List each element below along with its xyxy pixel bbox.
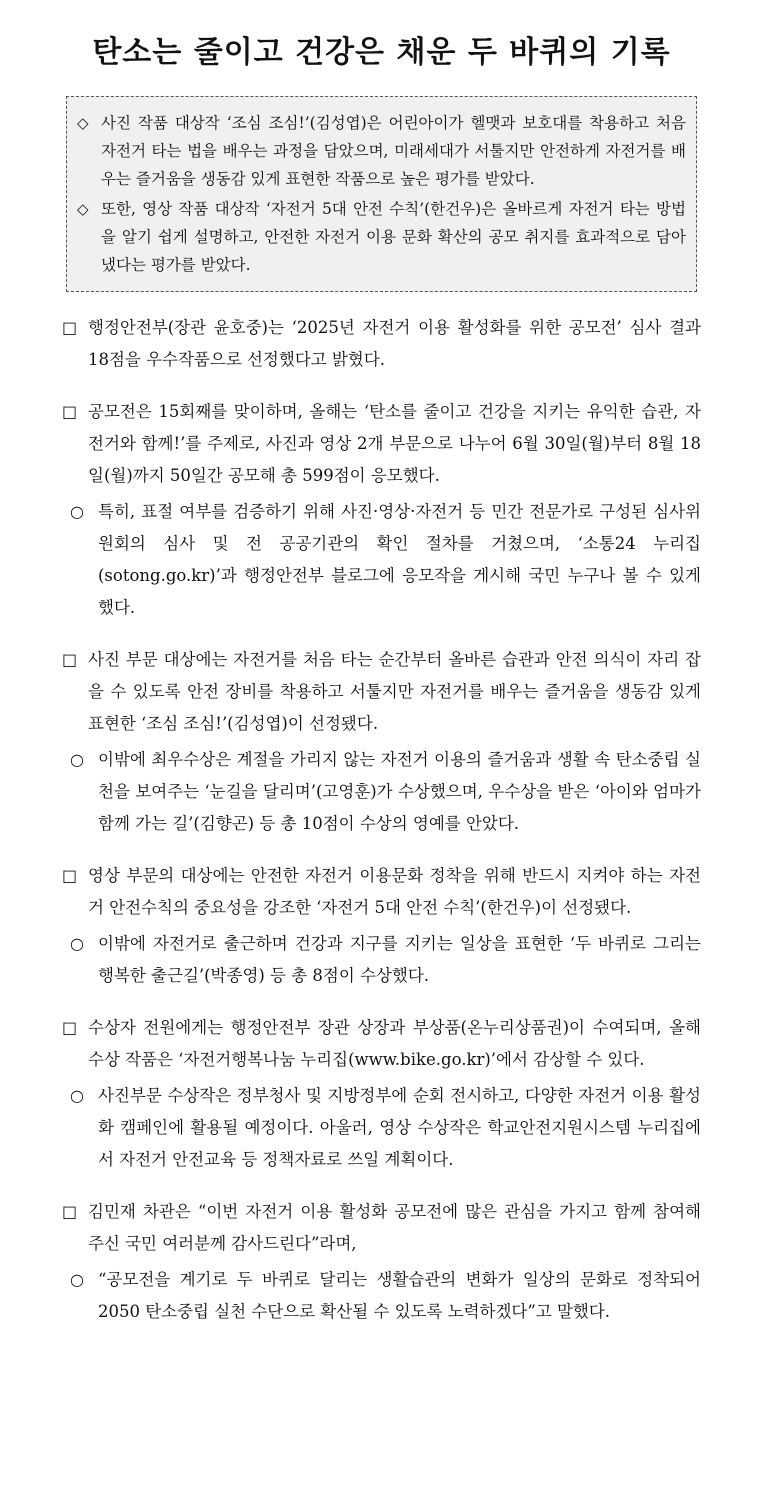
sub-paragraph-text: 사진부문 수상작은 정부청사 및 지방정부에 순회 전시하고, 다양한 자전거 이용 활성화 캠페인에 활용될 예정이다. 아울러, 영상 수상작은 학교안전지원시스템 누리집에서 자전거 안전교육 등 정책자료로 쓰일 계획이다. [98, 1086, 701, 1169]
summary-text: 사진 작품 대상작 ‘조심 조심!’(김성엽)은 어린아이가 헬맷과 보호대를 착용하고 처음 자전거 타는 법을 배우는 과정을 담았으며, 미래세대가 서툴지만 안전하게 자전거를 배우는 즐거움을 생동감 있게 표현한 작품으로 높은 평가를 받았다. [101, 114, 686, 188]
diamond-bullet-icon: ◇ [77, 114, 89, 132]
main-paragraph [62, 312, 701, 376]
sub-paragraph-text: 특히, 표절 여부를 검증하기 위해 사진·영상·자전거 등 민간 전문가로 구성된 심사위원회의 심사 및 전 공공기관의 확인 절차를 거쳤으며, ‘소통24 누리집(sotong.go.kr)’과 행정안전부 블로그에 응모작을 게시해 국민 누구나 볼 수 있게 했다. [98, 502, 701, 617]
sub-paragraph [62, 1080, 701, 1176]
paragraph-text: 김민재 차관은 “이번 자전거 이용 활성화 공모전에 많은 관심을 가지고 함께 참여해 주신 국민 여러분께 감사드린다”라며, [88, 1202, 701, 1253]
main-paragraph [62, 1196, 701, 1260]
circle-bullet-icon: ○ [70, 934, 84, 953]
square-bullet-icon: □ [62, 402, 78, 421]
paragraph-text: 사진 부문 대상에는 자전거를 처음 타는 순간부터 올바른 습관과 안전 의식이 자리 잡을 수 있도록 안전 장비를 착용하고 서툴지만 자전거를 배우는 즐거움을 생동감 있게 표현한 ‘조심 조심!’(김성엽)이 선정됐다. [88, 650, 701, 733]
section-vice-minister-remarks [62, 1196, 701, 1328]
paragraph-text: 영상 부문의 대상에는 안전한 자전거 이용문화 정착을 위해 반드시 지켜야 하는 자전거 안전수칙의 중요성을 강조한 ‘자전거 5대 안전 수칙’(한건우)이 선정됐다. [88, 866, 701, 917]
summary-text: 또한, 영상 작품 대상작 ‘자전거 5대 안전 수칙’(한건우)은 올바르게 자전거 타는 방법을 알기 쉽게 설명하고, 안전한 자전거 이용 문화 확산의 공모 취지를 효과적으로 담아냈다는 평가를 받았다. [101, 200, 686, 274]
sub-paragraph [62, 928, 701, 992]
summary-box [66, 96, 697, 292]
paragraph-text: 공모전은 15회째를 맞이하며, 올해는 ‘탄소를 줄이고 건강을 지키는 유익한 습관, 자전거와 함께!’를 주제로, 사진과 영상 2개 부문으로 나누어 6월 30일(월)부터 8월 18일(월)까지 50일간 공모해 총 599점이 응모했다. [88, 402, 701, 485]
square-bullet-icon: □ [62, 1018, 78, 1037]
summary-item [77, 195, 686, 279]
sub-paragraph [62, 744, 701, 840]
section-video-award [62, 860, 701, 992]
square-bullet-icon: □ [62, 866, 78, 885]
sub-paragraph-text: 이밖에 자전거로 출근하며 건강과 지구를 지키는 일상을 표현한 ‘두 바퀴로 그리는 행복한 출근길’(박종영) 등 총 8점이 수상했다. [98, 934, 701, 985]
page-title: 탄소는 줄이고 건강은 채운 두 바퀴의 기록 [92, 35, 671, 70]
circle-bullet-icon: ○ [70, 1270, 84, 1289]
main-paragraph [62, 644, 701, 740]
main-paragraph [62, 860, 701, 924]
circle-bullet-icon: ○ [70, 750, 84, 769]
square-bullet-icon: □ [62, 318, 78, 337]
main-paragraph [62, 396, 701, 492]
sub-paragraph [62, 496, 701, 624]
section-photo-award [62, 644, 701, 840]
paragraph-text: 행정안전부(장관 윤호중)는 ‘2025년 자전거 이용 활성화를 위한 공모전’ 심사 결과 18점을 우수작품으로 선정했다고 밝혔다. [88, 318, 701, 369]
sub-paragraph-text: 이밖에 최우수상은 계절을 가리지 않는 자전거 이용의 즐거움과 생활 속 탄소중립 실천을 보여주는 ‘눈길을 달리며’(고영훈)가 수상했으며, 우수상을 받은 ‘아이와 엄마가 함께 가는 길’(김향곤) 등 총 10점이 수상의 영예를 안았다. [98, 750, 701, 833]
section-contest-overview [62, 396, 701, 624]
sub-paragraph [62, 1264, 701, 1328]
summary-item [77, 109, 686, 193]
sub-paragraph-text: “공모전을 계기로 두 바퀴로 달리는 생활습관의 변화가 일상의 문화로 정착되어 2050 탄소중립 실천 수단으로 확산될 수 있도록 노력하겠다”고 말했다. [98, 1270, 701, 1321]
square-bullet-icon: □ [62, 650, 78, 669]
circle-bullet-icon: ○ [70, 1086, 84, 1105]
main-paragraph [62, 1012, 701, 1076]
circle-bullet-icon: ○ [70, 502, 84, 521]
diamond-bullet-icon: ◇ [77, 200, 89, 218]
square-bullet-icon: □ [62, 1202, 78, 1221]
section-announcement [62, 312, 701, 376]
paragraph-text: 수상자 전원에게는 행정안전부 장관 상장과 부상품(온누리상품권)이 수여되며, 올해 수상 작품은 ‘자전거행복나눔 누리집(www.bike.go.kr)’에서 감상할 수 있다. [88, 1018, 701, 1069]
section-prizes [62, 1012, 701, 1176]
